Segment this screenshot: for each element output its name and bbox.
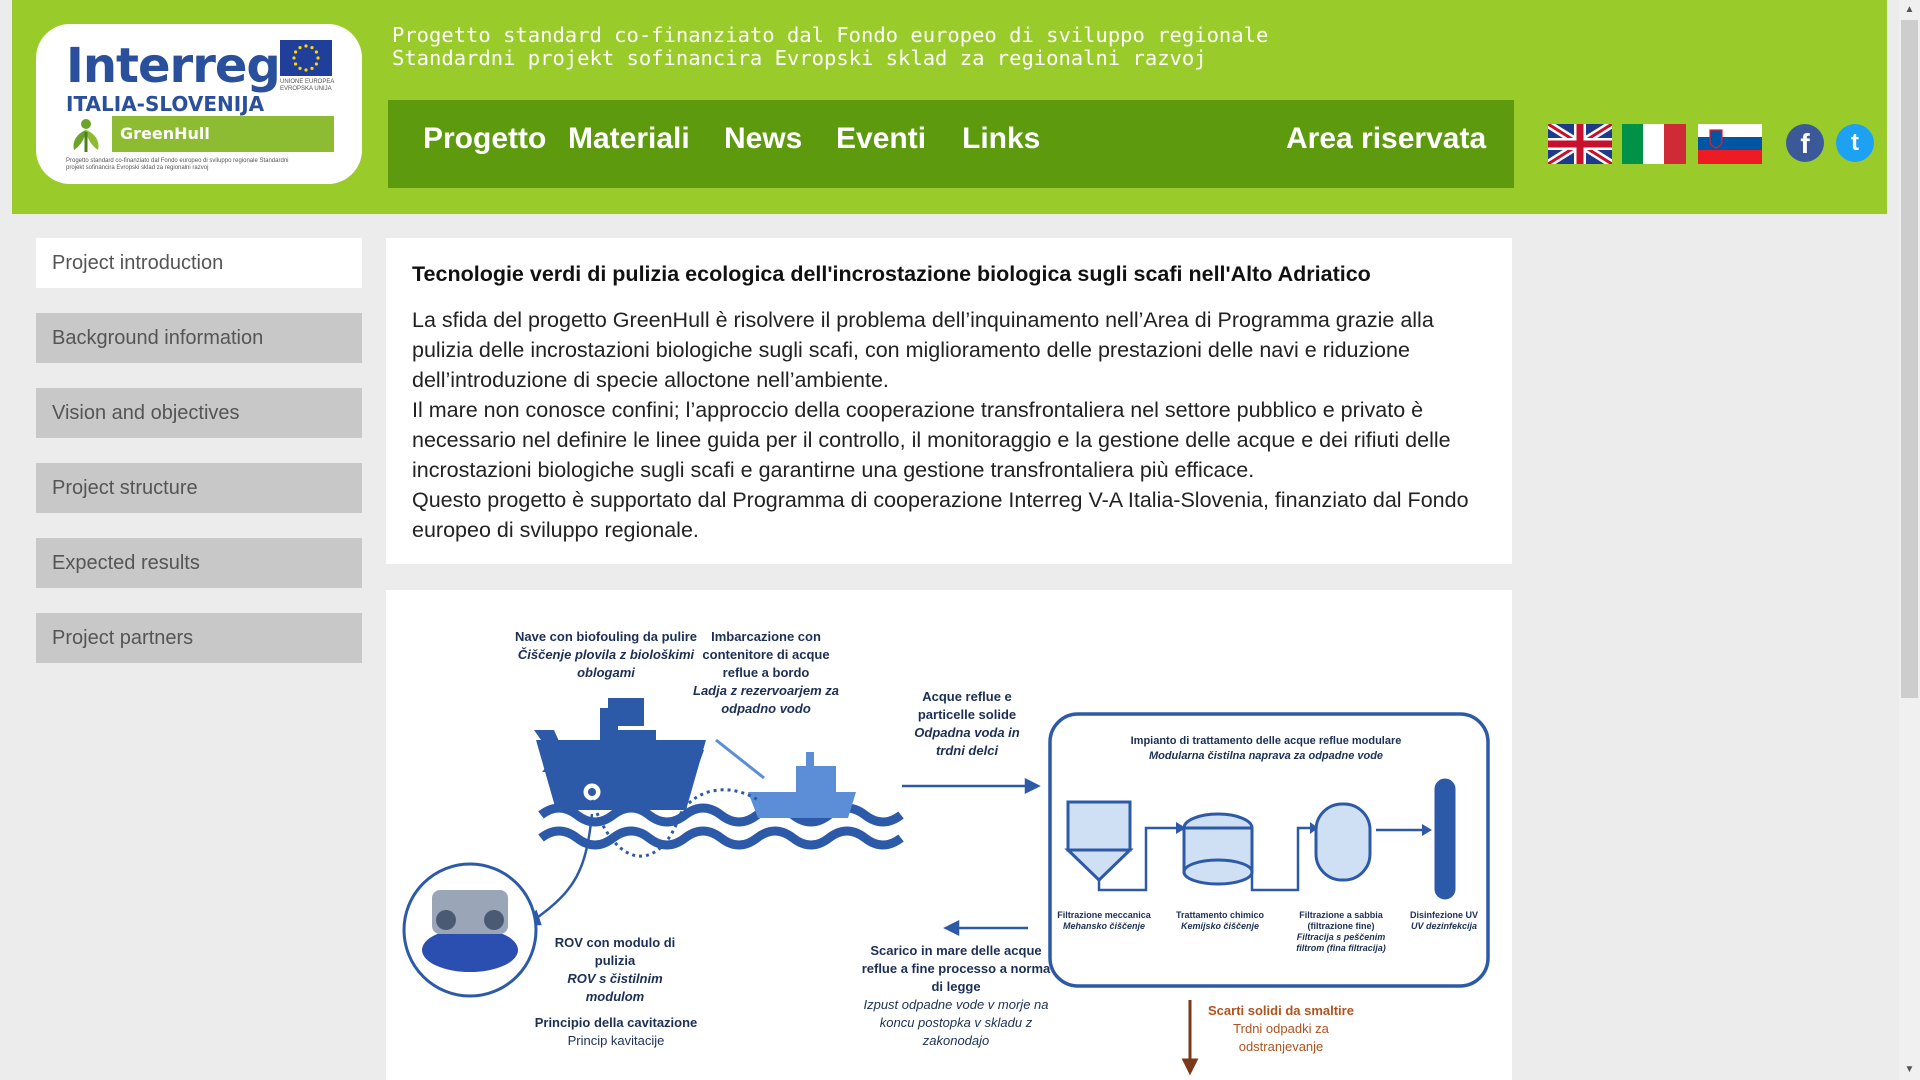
- intro-text-panel: [386, 238, 1512, 564]
- label-step3: Filtrazione a sabbia (filtrazione fine) Filtracija s peščenim filtrom (fina filtracija): [1296, 910, 1386, 953]
- boat-icon: [716, 740, 856, 818]
- label-plant: Impianto di trattamento delle acque reflue modulare Modularna čistilna naprava za odpadne vode: [1130, 735, 1402, 762]
- label-step4: Disinfezione UV UV dezinfekcija: [1409, 910, 1478, 931]
- sidebar-item-vision-objectives[interactable]: Vision and objectives: [36, 388, 362, 438]
- interreg-greenhull-logo[interactable]: [36, 24, 362, 184]
- solid-waste-arrow: [1184, 1000, 1196, 1072]
- tagline-slovenian: Standardni projekt sofinancira Evropski sklad za regionalni razvoj: [392, 46, 1207, 70]
- tagline-italian: Progetto standard co-finanziato dal Fondo europeo di sviluppo regionale: [392, 23, 1269, 47]
- label-discharge: Scarico in mare delle acque reflue a fine processo a norma di legge Izpust odpadne vode v morje na koncu postopka v skladu z zakonodajo: [861, 943, 1051, 1048]
- rov-robot-icon: [404, 864, 536, 996]
- nav-links[interactable]: Links: [962, 122, 1041, 155]
- sidebar-item-project-partners[interactable]: Project partners: [36, 613, 362, 663]
- paragraph: La sfida del progetto GreenHull è risolvere il problema dell’inquinamento nell’Area di Programma grazie alla pulizia delle incrostazioni biologiche sugli scafi, con miglioramento delle prestazioni delle navi e riduzione dell’introduzione di specie alloctone nell’ambiente.: [412, 308, 1434, 392]
- funding-tagline: [392, 24, 1268, 70]
- paragraph: Questo progetto è supportato dal Programma di cooperazione Interreg V-A Italia-Slovenia, finanziato dal Fondo europeo di sviluppo regionale.: [412, 488, 1469, 542]
- sidebar-item-project-structure[interactable]: Project structure: [36, 463, 362, 513]
- greenhull-bar: [112, 116, 334, 152]
- slovenia-flag-icon[interactable]: [1698, 124, 1762, 164]
- leaf-person-icon: [66, 116, 106, 156]
- logo-brand: Interreg: [66, 38, 280, 94]
- plant-piping: [1099, 828, 1426, 890]
- eu-flag-icon: [280, 40, 332, 76]
- label-ship: Nave con biofouling da pulire Čiščenje plovila z biološkimi oblogami: [514, 629, 697, 680]
- sidebar-item-project-introduction[interactable]: Project introduction: [36, 238, 362, 288]
- nav-eventi[interactable]: Eventi: [836, 122, 927, 155]
- sidebar-item-background-information[interactable]: Background information: [36, 313, 362, 363]
- site-header: [12, 0, 1887, 214]
- logo-tagline: Progetto standard co-finanziato dal Fondo europeo di sviluppo regionale Standardni projekt sofinancira Evropski sklad za regionalni razvoj: [66, 158, 289, 171]
- uk-flag-icon[interactable]: [1548, 124, 1612, 164]
- label-rov: ROV con modulo di pulizia ROV s čistilnim modulom: [554, 935, 676, 1004]
- eu-caption: UNIONE EUROPEA EVROPSKA UNIJA: [280, 79, 335, 92]
- label-waste: Acque reflue e particelle solide Odpadna voda in trdni delci: [914, 689, 1020, 758]
- scroll-thumb[interactable]: [1901, 20, 1918, 698]
- facebook-icon[interactable]: f: [1786, 124, 1824, 162]
- scroll-up-arrow-icon[interactable]: ▲: [1904, 4, 1915, 15]
- sidebar-item-expected-results[interactable]: Expected results: [36, 538, 362, 588]
- main-navigation: [388, 100, 1514, 188]
- ship-icon: [534, 698, 706, 810]
- scroll-down-arrow-icon[interactable]: ▼: [1904, 1064, 1915, 1075]
- paragraph: Il mare non conosce confini; l’approccio della cooperazione transfrontaliera nel settore pubblico e privato è necessario nel definire le linee guida per il controllo, il monitoraggio e la gestione delle acque e dei rifiuti delle incrostazioni biologiche sugli scafi e garantirne una gestione transfrontaliera più efficace.: [412, 398, 1451, 482]
- twitter-icon[interactable]: t: [1836, 124, 1874, 162]
- nav-news[interactable]: News: [724, 122, 803, 155]
- page-scrollbar[interactable]: [1899, 0, 1920, 1080]
- label-step2: Trattamento chimico Kemijsko čiščenje: [1175, 910, 1265, 931]
- label-step1: Filtrazione meccanica Mehansko čiščenje: [1057, 910, 1151, 931]
- nav-area-riservata[interactable]: Area riservata: [1286, 122, 1487, 155]
- project-name: GreenHull: [120, 124, 210, 143]
- label-boat: Imbarcazione con contenitore di acque reflue a bordo Ladja z rezervoarjem za odpadno vodo: [693, 629, 839, 716]
- italy-flag-icon[interactable]: [1622, 124, 1686, 164]
- logo-country: ITALIA-SLOVENIJA: [66, 92, 265, 116]
- page-title: Tecnologie verdi di pulizia ecologica dell'incrostazione biologica sugli scafi nell'Alto Adriatico: [412, 262, 1371, 286]
- treatment-units-icon: [1068, 780, 1454, 898]
- nav-materiali[interactable]: Materiali: [568, 122, 690, 155]
- process-diagram: [386, 590, 1512, 1080]
- nav-progetto[interactable]: Progetto: [423, 122, 547, 155]
- label-solid-waste: Scarti solidi da smaltire Trdni odpadki za odstranjevanje: [1208, 1003, 1354, 1054]
- label-cavitation: Principio della cavitazione Princip kavitacije: [534, 1015, 698, 1048]
